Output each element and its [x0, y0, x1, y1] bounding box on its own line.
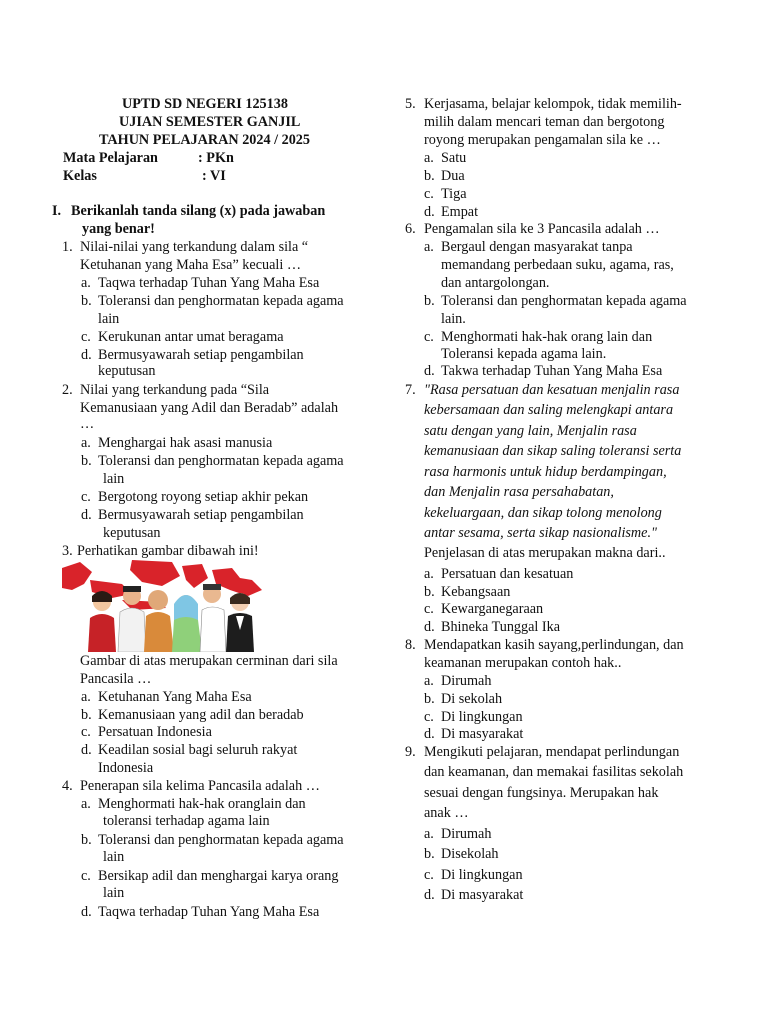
option-text[interactable]: Satu — [441, 150, 467, 166]
option-text-cont: dan antargolongan. — [441, 275, 550, 291]
option-letter[interactable]: a. — [81, 275, 91, 291]
subject-value: : PKn — [198, 150, 234, 166]
option-letter[interactable]: a. — [424, 566, 434, 582]
school-name: UPTD SD NEGERI 125138 — [122, 96, 288, 112]
person-4 — [172, 595, 202, 652]
option-text[interactable]: Taqwa terhadap Tuhan Yang Maha Esa — [98, 275, 320, 291]
diversity-illustration — [62, 560, 267, 652]
question-7-quote-cont: dan Menjalin rasa persahabatan, — [424, 484, 614, 500]
option-text[interactable]: Di lingkungan — [441, 709, 523, 725]
subject-label: Mata Pelajaran — [63, 150, 158, 166]
question-2-text: Nilai yang terkandung pada “Sila — [80, 382, 270, 398]
option-text[interactable]: Di sekolah — [441, 691, 503, 707]
question-9-number: 9. — [405, 744, 416, 760]
question-5-text-cont: milih dalam mencari teman dan bergotong — [424, 114, 665, 130]
question-2-number: 2. — [62, 382, 73, 398]
option-text-cont: memandang perbedaan suku, agama, ras, — [441, 257, 674, 273]
option-letter[interactable]: b. — [424, 293, 435, 309]
question-7-quote-cont: kemanusiaan dan sikap saling toleransi serta — [424, 443, 682, 459]
question-7-quote: "Rasa persatuan dan kesatuan menjalin rasa — [424, 382, 680, 398]
question-7-text: Penjelasan di atas merupakan makna dari.. — [424, 545, 666, 561]
question-3-intro: Perhatikan gambar dibawah ini! — [77, 543, 259, 559]
question-2-text-cont: Kemanusiaan yang Adil dan Beradab” adalah — [80, 400, 339, 416]
question-9-text: Mengikuti pelajaran, mendapat perlindungan — [424, 744, 680, 760]
option-text[interactable]: Toleransi dan penghormatan kepada agama — [441, 293, 687, 309]
option-text[interactable]: Kewarganegaraan — [441, 601, 544, 617]
option-text-cont: lain — [103, 849, 125, 865]
question-4-text: Penerapan sila kelima Pancasila adalah … — [80, 778, 320, 794]
question-6-number: 6. — [405, 221, 416, 237]
option-text-cont: Indonesia — [98, 760, 154, 776]
person-1 — [88, 591, 116, 652]
option-text[interactable]: Tiga — [441, 186, 467, 202]
question-7-quote-cont: kebersamaan dan saling melengkapi antara — [424, 402, 674, 418]
option-text-cont: lain. — [441, 311, 466, 327]
option-text[interactable]: Dua — [441, 168, 465, 184]
option-text[interactable]: Toleransi dan penghormatan kepada agama — [98, 453, 344, 469]
option-letter[interactable]: a. — [81, 689, 91, 705]
option-text[interactable]: Persatuan dan kesatuan — [441, 566, 574, 582]
option-text[interactable]: Menghormati hak-hak oranglain dan — [98, 796, 306, 812]
option-letter[interactable]: b. — [424, 691, 435, 707]
option-text[interactable]: Bermusyawarah setiap pengambilan — [98, 347, 304, 363]
option-text[interactable]: Dirumah — [441, 673, 492, 689]
question-1-text: Nilai-nilai yang terkandung dalam sila “ — [80, 239, 309, 255]
option-letter[interactable]: c. — [81, 489, 91, 505]
option-letter[interactable]: a. — [81, 435, 91, 451]
question-3-number: 3. — [62, 543, 73, 559]
option-letter[interactable]: d. — [81, 347, 92, 363]
question-7-quote-cont: kekeluargaan, dan sikap tolong menolong — [424, 505, 662, 521]
option-letter[interactable]: a. — [424, 150, 434, 166]
option-letter[interactable]: d. — [424, 726, 435, 742]
question-8-text: Mendapatkan kasih sayang,perlindungan, dan — [424, 637, 684, 653]
section-instruction: Berikanlah tanda silang (x) pada jawaban — [71, 203, 326, 219]
option-letter[interactable]: a. — [81, 796, 91, 812]
question-5-text: Kerjasama, belajar kelompok, tidak memilih- — [424, 96, 682, 112]
option-text[interactable]: Bersikap adil dan menghargai karya orang — [98, 868, 339, 884]
option-text[interactable]: Di masyarakat — [441, 726, 524, 742]
class-value: : VI — [202, 168, 226, 184]
option-letter[interactable]: d. — [424, 887, 435, 903]
option-text[interactable]: Menghargai hak asasi manusia — [98, 435, 273, 451]
question-3-text: Gambar di atas merupakan cerminan dari sila — [80, 653, 338, 669]
question-7-number: 7. — [405, 382, 416, 398]
option-letter[interactable]: d. — [81, 742, 92, 758]
class-label: Kelas — [63, 168, 97, 184]
option-letter[interactable]: a. — [424, 826, 434, 842]
option-letter[interactable]: b. — [81, 453, 92, 469]
question-1-number: 1. — [62, 239, 73, 255]
option-letter[interactable]: c. — [424, 709, 434, 725]
option-text[interactable]: Di masyarakat — [441, 887, 524, 903]
option-letter[interactable]: a. — [424, 239, 434, 255]
question-7-quote-cont: antar sesama, serta sikap nasionalisme." — [424, 525, 657, 541]
option-letter[interactable]: c. — [424, 601, 434, 617]
question-9-text-cont: anak … — [424, 805, 469, 821]
option-text[interactable]: Kemanusiaan yang adil dan beradab — [98, 707, 304, 723]
exam-title: UJIAN SEMESTER GANJIL — [119, 114, 301, 130]
question-8-text-cont: keamanan merupakan contoh hak.. — [424, 655, 622, 671]
question-7-quote-cont: rasa harmonis untuk hidup berdampingan, — [424, 464, 667, 480]
question-9-text-cont: sesuai dengan fungsinya. Merupakan hak — [424, 785, 659, 801]
question-9-text-cont: dan keamanan, dan memakai fasilitas sekolah — [424, 764, 684, 780]
option-text[interactable]: Dirumah — [441, 826, 492, 842]
option-text[interactable]: Toleransi dan penghormatan kepada agama — [98, 832, 344, 848]
option-text[interactable]: Taqwa terhadap Tuhan Yang Maha Esa — [98, 904, 320, 920]
option-letter[interactable]: c. — [81, 868, 91, 884]
option-text-cont: keputusan — [98, 363, 156, 379]
option-letter[interactable]: d. — [81, 507, 92, 523]
option-text[interactable]: Empat — [441, 204, 479, 220]
option-letter[interactable]: c. — [81, 724, 91, 740]
question-4-number: 4. — [62, 778, 73, 794]
question-5-number: 5. — [405, 96, 416, 112]
option-letter[interactable]: d. — [81, 904, 92, 920]
section-instruction-cont: yang benar! — [82, 221, 155, 237]
option-letter[interactable]: b. — [424, 168, 435, 184]
option-text-cont: lain — [98, 311, 120, 327]
option-letter[interactable]: d. — [424, 204, 435, 220]
option-text[interactable]: Keadilan sosial bagi seluruh rakyat — [98, 742, 298, 758]
academic-year: TAHUN PELAJARAN 2024 / 2025 — [99, 132, 310, 148]
option-text[interactable]: Di lingkungan — [441, 867, 523, 883]
question-5-text-cont: royong merupakan pengamalan sila ke … — [424, 132, 661, 148]
option-text[interactable]: Bhineka Tunggal Ika — [441, 619, 561, 635]
option-text[interactable]: Ketuhanan Yang Maha Esa — [98, 689, 252, 705]
option-text-cont: lain — [103, 471, 125, 487]
option-text-cont: toleransi terhadap agama lain — [103, 813, 270, 829]
question-6-text: Pengamalan sila ke 3 Pancasila adalah … — [424, 221, 660, 237]
option-text[interactable]: Kerukunan antar umat beragama — [98, 329, 284, 345]
option-text[interactable]: Takwa terhadap Tuhan Yang Maha Esa — [441, 363, 663, 379]
question-8-number: 8. — [405, 637, 416, 653]
option-text[interactable]: Disekolah — [441, 846, 499, 862]
option-text-cont: Toleransi kepada agama lain. — [441, 346, 607, 362]
option-letter[interactable]: a. — [424, 673, 434, 689]
option-text[interactable]: Bergotong royong setiap akhir pekan — [98, 489, 309, 505]
option-text[interactable]: Menghormati hak-hak orang lain dan — [441, 329, 653, 345]
option-text[interactable]: Bermusyawarah setiap pengambilan — [98, 507, 304, 523]
option-letter[interactable]: b. — [424, 846, 435, 862]
option-text[interactable]: Toleransi dan penghormatan kepada agama — [98, 293, 344, 309]
option-letter[interactable]: b. — [81, 293, 92, 309]
option-letter[interactable]: b. — [81, 707, 92, 723]
question-7-quote-cont: satu dengan yang lain, Menjalin rasa — [424, 423, 637, 439]
option-letter[interactable]: b. — [81, 832, 92, 848]
option-text-cont: keputusan — [103, 525, 161, 541]
option-text-cont: lain — [103, 885, 125, 901]
option-letter[interactable]: d. — [424, 363, 435, 379]
indonesian-people-map-image — [62, 560, 267, 652]
person-6 — [226, 593, 254, 652]
option-letter[interactable]: c. — [424, 867, 434, 883]
question-2-text-cont: … — [80, 416, 95, 432]
option-text[interactable]: Persatuan Indonesia — [98, 724, 212, 740]
option-text[interactable]: Bergaul dengan masyarakat tanpa — [441, 239, 633, 255]
option-letter[interactable]: d. — [424, 619, 435, 635]
option-letter[interactable]: c. — [424, 186, 434, 202]
option-letter[interactable]: c. — [424, 329, 434, 345]
section-number: I. — [52, 203, 62, 219]
question-1-text-cont: Ketuhanan yang Maha Esa” kecuali … — [80, 257, 302, 273]
option-letter[interactable]: c. — [81, 329, 91, 345]
option-text[interactable]: Kebangsaan — [441, 584, 511, 600]
question-3-text-cont: Pancasila … — [80, 671, 152, 687]
option-letter[interactable]: b. — [424, 584, 435, 600]
